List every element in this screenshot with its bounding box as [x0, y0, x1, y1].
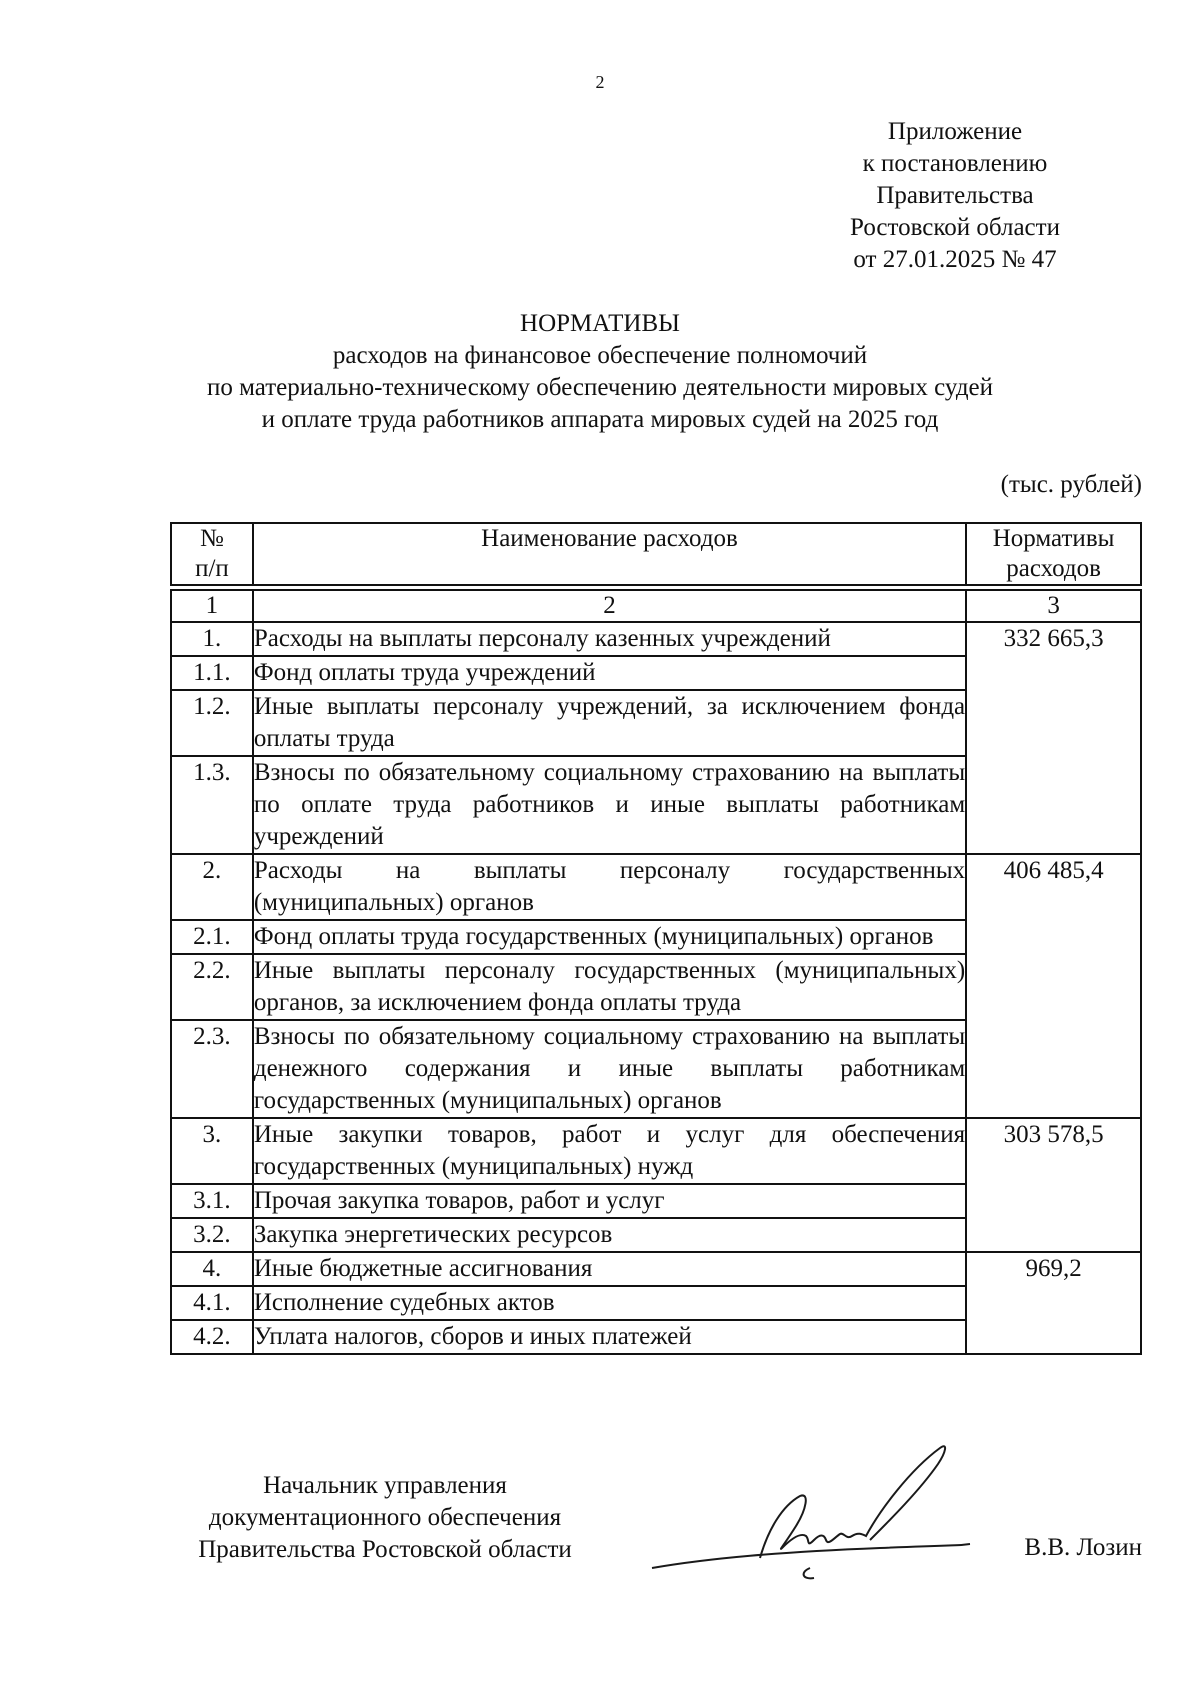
row-number: 4.1. — [171, 1286, 253, 1320]
table-header-row — [171, 523, 1141, 585]
row-name: Расходы на выплаты персоналу государственных (муниципальных) органов — [253, 854, 966, 920]
row-number: 1.3. — [171, 756, 253, 854]
header-number — [171, 523, 253, 585]
header-name: Наименование расходов — [253, 523, 966, 585]
row-name: Фонд оплаты труда государственных (муниципальных) органов — [253, 920, 966, 954]
approval-line: от 27.01.2025 № 47 — [853, 246, 1057, 273]
row-number: 2. — [171, 854, 253, 920]
row-value: 303 578,5 — [966, 1118, 1141, 1252]
row-name: Иные выплаты персоналу учреждений, за исключением фонда оплаты труда — [253, 690, 966, 756]
row-value: 332 665,3 — [966, 622, 1141, 854]
column-number: 2 — [253, 590, 966, 622]
units-label: (тыс. рублей) — [1000, 471, 1142, 498]
table-row — [171, 622, 1141, 656]
header-number-line: п/п — [195, 555, 229, 582]
document-title — [100, 308, 1100, 436]
norms-table — [170, 522, 1142, 1355]
page-number: 2 — [595, 72, 605, 92]
row-number: 1. — [171, 622, 253, 656]
column-number-row — [171, 590, 1141, 622]
approval-line: Ростовской области — [850, 214, 1060, 241]
signatory-line: Правительства Ростовской области — [198, 1536, 572, 1563]
row-name: Расходы на выплаты персоналу казенных учреждений — [253, 622, 966, 656]
header-value-line: расходов — [1006, 555, 1101, 582]
row-name: Иные выплаты персоналу государственных (муниципальных) органов, за исключением фонда оплаты труда — [253, 954, 966, 1020]
column-number: 1 — [171, 590, 253, 622]
row-value: 969,2 — [966, 1252, 1141, 1354]
table-row — [171, 1118, 1141, 1184]
signer-name: В.В. Лозин — [1024, 1534, 1142, 1561]
header-value — [966, 523, 1141, 585]
table-row — [171, 854, 1141, 920]
row-name: Взносы по обязательному социальному страхованию на выплаты денежного содержания и иные выплаты работникам государственных (муниципальных) органов — [253, 1020, 966, 1118]
table-row — [171, 1252, 1141, 1286]
approval-line: к постановлению — [862, 150, 1048, 177]
row-number: 3.1. — [171, 1184, 253, 1218]
title-line: и оплате труда работников аппарата мировых судей на 2025 год — [261, 406, 939, 433]
row-value: 406 485,4 — [966, 854, 1141, 1118]
row-number: 2.3. — [171, 1020, 253, 1118]
signatory-line: Начальник управления — [263, 1472, 507, 1499]
row-number: 1.1. — [171, 656, 253, 690]
approval-line: Правительства — [876, 182, 1034, 209]
handwritten-signature — [650, 1440, 980, 1580]
row-name: Закупка энергетических ресурсов — [253, 1218, 966, 1252]
row-number: 3. — [171, 1118, 253, 1184]
row-name: Уплата налогов, сборов и иных платежей — [253, 1320, 966, 1354]
title-line: расходов на финансовое обеспечение полномочий — [332, 342, 868, 369]
row-number: 2.1. — [171, 920, 253, 954]
header-value-line: Нормативы — [992, 525, 1115, 552]
row-number: 1.2. — [171, 690, 253, 756]
row-number: 4. — [171, 1252, 253, 1286]
row-number: 3.2. — [171, 1218, 253, 1252]
row-name: Иные закупки товаров, работ и услуг для обеспечения государственных (муниципальных) нужд — [253, 1118, 966, 1184]
row-name: Фонд оплаты труда учреждений — [253, 656, 966, 690]
header-number-line: № — [200, 525, 224, 552]
row-name: Прочая закупка товаров, работ и услуг — [253, 1184, 966, 1218]
row-name: Исполнение судебных актов — [253, 1286, 966, 1320]
column-number: 3 — [966, 590, 1141, 622]
title-heading: НОРМАТИВЫ — [520, 310, 680, 337]
row-name: Взносы по обязательному социальному страхованию на выплаты по оплате труда работников и иные выплаты работникам учреждений — [253, 756, 966, 854]
signatory-title — [170, 1470, 600, 1566]
row-number: 4.2. — [171, 1320, 253, 1354]
title-line: по материально-техническому обеспечению деятельности мировых судей — [206, 374, 994, 401]
signatory-line: документационного обеспечения — [208, 1504, 562, 1531]
row-number: 2.2. — [171, 954, 253, 1020]
approval-line: Приложение — [887, 118, 1023, 145]
approval-stamp — [820, 116, 1090, 276]
row-name: Иные бюджетные ассигнования — [253, 1252, 966, 1286]
